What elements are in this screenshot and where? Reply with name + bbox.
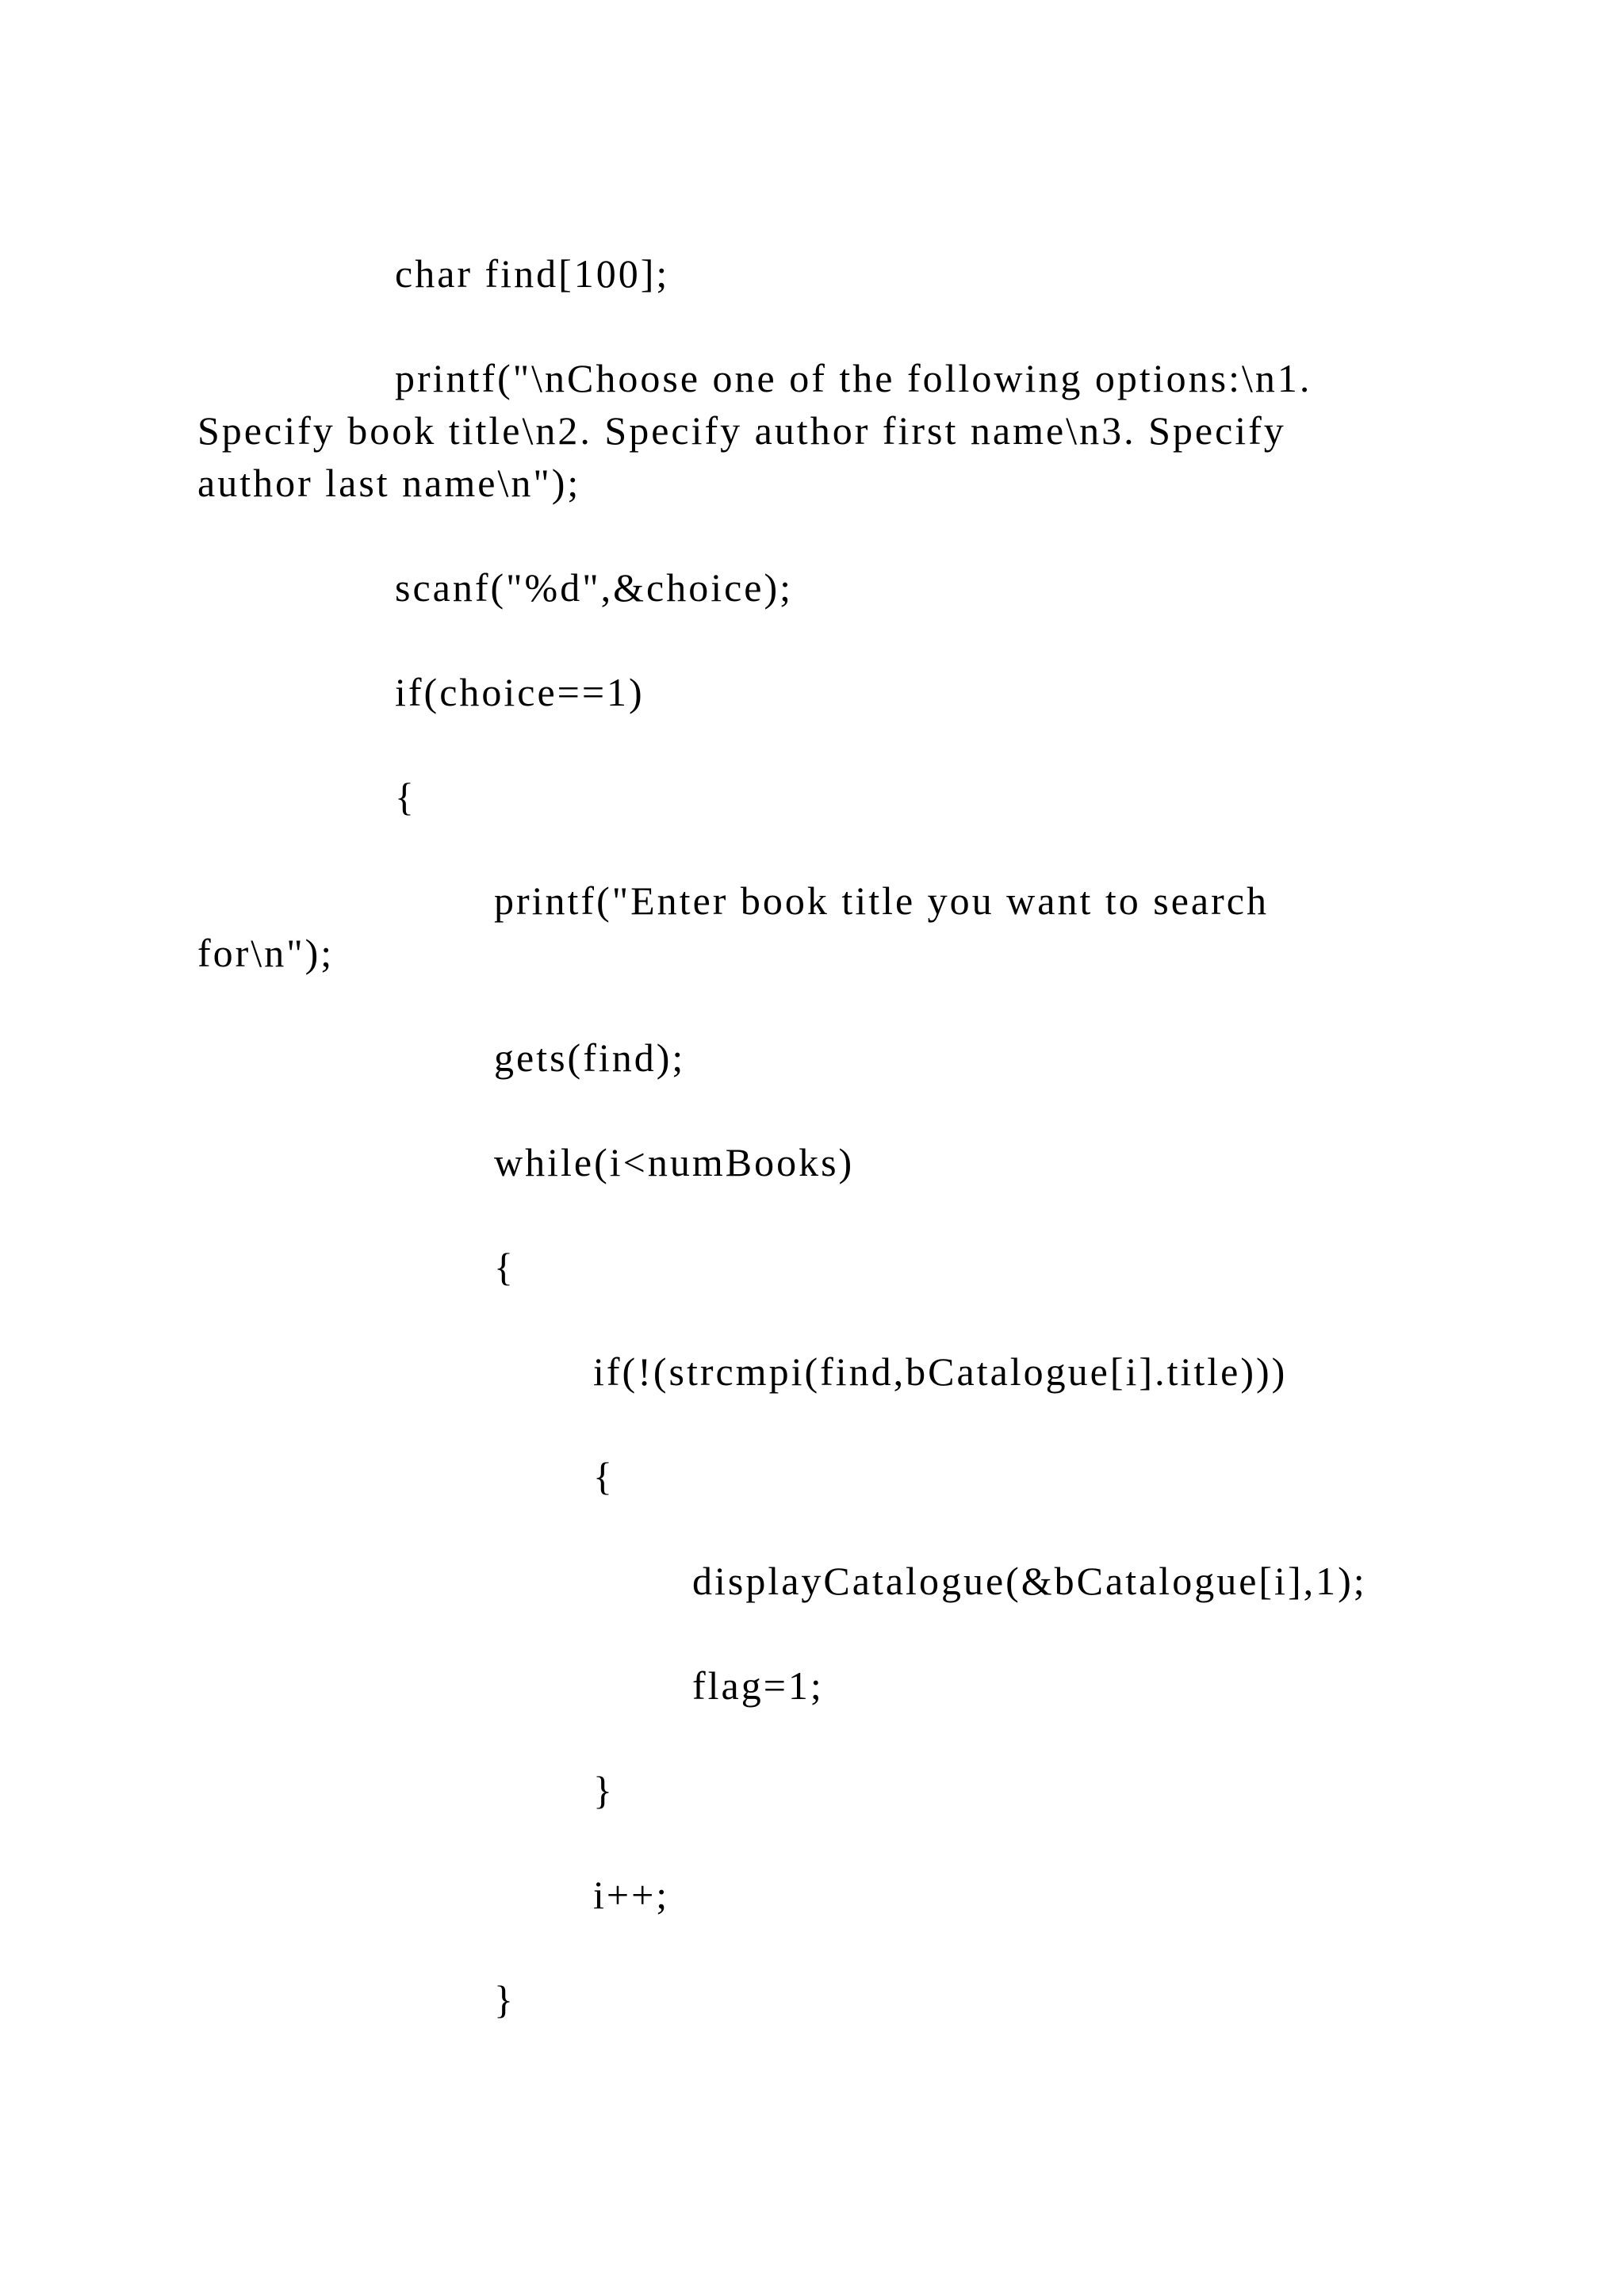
code-line-7: { (395, 775, 416, 819)
code-line-9: for\n"); (197, 931, 335, 975)
code-line-18: i++; (593, 1873, 670, 1917)
code-line-17: } (593, 1768, 615, 1812)
code-line-19: } (494, 1977, 515, 2022)
code-line-15: displayCatalogue(&bCatalogue[i],1); (692, 1559, 1367, 1603)
code-line-4: author last name\n"); (197, 461, 581, 505)
code-line-1: char find[100]; (395, 251, 670, 296)
code-line-8: printf("Enter book title you want to search (494, 878, 1269, 923)
code-line-14: { (593, 1454, 615, 1498)
code-line-3: Specify book title\n2. Specify author first name\n3. Specify (197, 408, 1286, 453)
code-line-5: scanf("%d",&choice); (395, 565, 794, 610)
code-line-12: { (494, 1245, 515, 1289)
code-line-2: printf("\nChoose one of the following options:\n1. (395, 356, 1312, 400)
code-line-16: flag=1; (692, 1663, 824, 1708)
code-line-11: while(i<numBooks) (494, 1140, 855, 1184)
code-line-13: if(!(strcmpi(find,bCatalogue[i].title))) (593, 1349, 1288, 1394)
code-line-6: if(choice==1) (395, 670, 645, 714)
code-line-10: gets(find); (494, 1035, 686, 1080)
